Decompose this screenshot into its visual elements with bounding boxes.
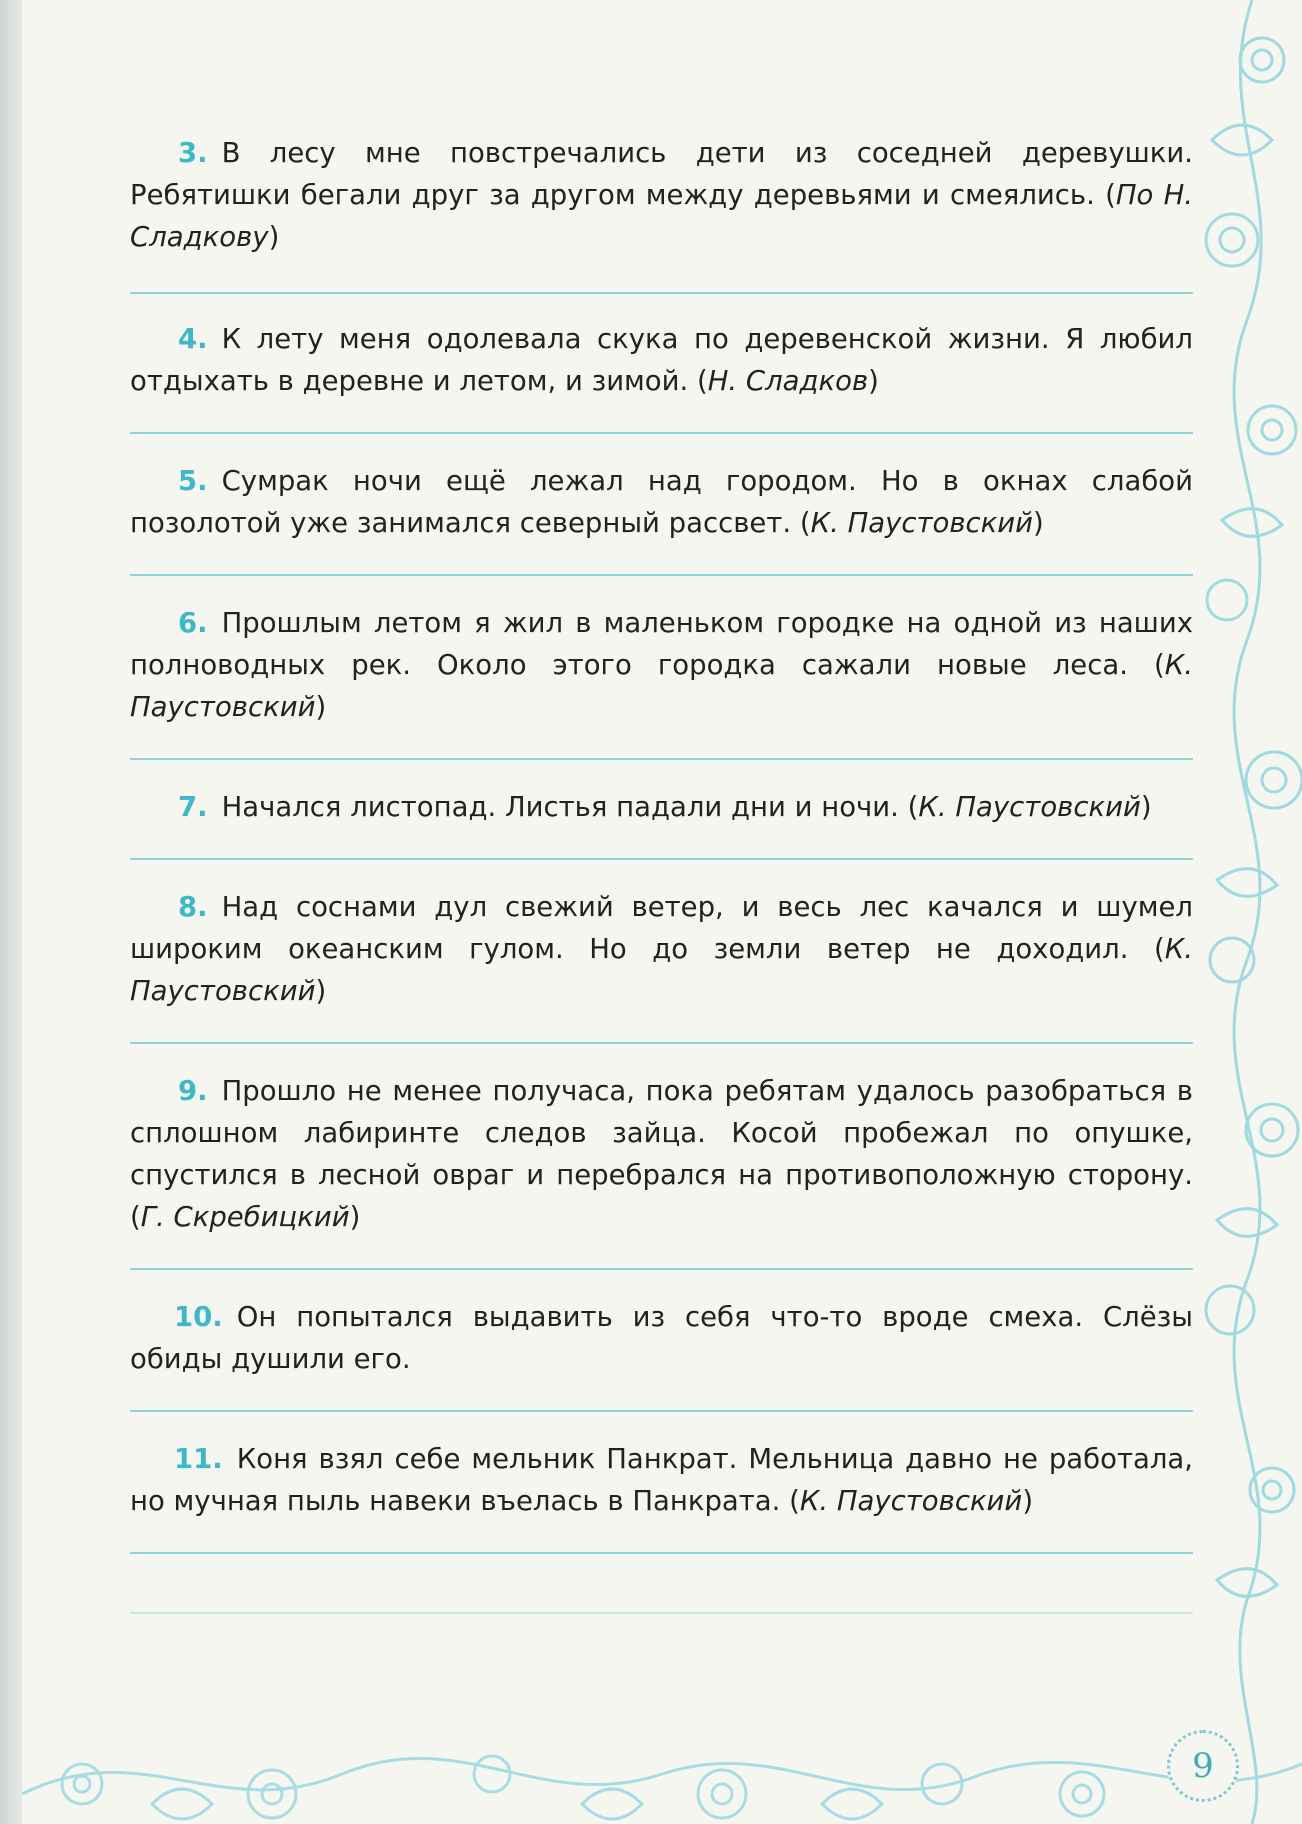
workbook-page: [22, 0, 1302, 1824]
answer-line[interactable]: [130, 1552, 1193, 1554]
exercise-author: По Н. Сладкову: [130, 179, 1193, 253]
exercise-author: К. Паустовский: [918, 791, 1141, 823]
page-gutter: [0, 0, 22, 1824]
answer-line[interactable]: [130, 1410, 1193, 1412]
exercise-text: Прошлым летом я жил в маленьком городке на одной из наших полноводных рек. Около этого городка сажали новые леса. (: [130, 607, 1193, 681]
exercise-number: 11.: [174, 1443, 223, 1475]
exercise-text: В лесу мне повстречались дети из соседней деревушки. Ребятишки бегали друг за другом между деревьями и смеялись. (: [130, 137, 1193, 211]
exercise-author: К. Паустовский: [130, 649, 1193, 723]
exercise-number: 4.: [178, 323, 208, 355]
exercise-author: К. Паустовский: [799, 1485, 1023, 1517]
exercise-7: 7. Начался листопад. Листья падали дни и ночи. (К. Паустовский): [130, 786, 1193, 860]
floral-ornament-border: [1192, 0, 1302, 1824]
page-number: 9: [1167, 1730, 1239, 1802]
exercise-3: 3. В лесу мне повстречались дети из соседней деревушки. Ребятишки бегали друг за другом между деревьями и смеялись. (По Н. Сладкову): [130, 132, 1193, 294]
exercise-author: Г. Скребицкий: [140, 1201, 350, 1233]
exercise-number: 10.: [174, 1301, 223, 1333]
exercise-text: Сумрак ночи ещё лежал над городом. Но в окнах слабой позолотой уже занимался северный рассвет. (: [130, 465, 1193, 539]
answer-line[interactable]: [130, 432, 1193, 434]
exercise-number: 8.: [178, 891, 208, 923]
exercise-number: 7.: [178, 791, 208, 823]
answer-line[interactable]: [130, 758, 1193, 760]
exercise-8: 8. Над соснами дул свежий ветер, и весь лес качался и шумел широким океанским гулом. Но до земли ветер не доходил. (К. Паустовский): [130, 886, 1193, 1044]
exercise-author: К. Паустовский: [130, 933, 1193, 1007]
exercise-9: 9. Прошло не менее получаса, пока ребятам удалось разобраться в сплошном лабиринте следов зайца. Косой пробежал по опушке, спустился в лесной овраг и перебрался на противоположную сторону. (Г. Скребицкий): [130, 1070, 1193, 1270]
answer-line[interactable]: [130, 292, 1193, 294]
exercise-author: К. Паустовский: [810, 507, 1034, 539]
answer-line[interactable]: [130, 1042, 1193, 1044]
exercise-number: 5.: [178, 465, 208, 497]
answer-line[interactable]: [130, 574, 1193, 576]
answer-line[interactable]: [130, 1268, 1193, 1270]
exercise-5: 5. Сумрак ночи ещё лежал над городом. Но в окнах слабой позолотой уже занимался северный рассвет. (К. Паустовский): [130, 460, 1193, 576]
exercise-text: К лету меня одолевала скука по деревенской жизни. Я любил отдыхать в деревне и летом, и зимой. (: [130, 323, 1193, 397]
exercise-11: 11. Коня взял себе мельник Панкрат. Мельница давно не работала, но мучная пыль навеки въелась в Панкрата. (К. Паустовский): [130, 1438, 1193, 1614]
answer-line[interactable]: [130, 1612, 1193, 1614]
exercise-text: Начался листопад. Листья падали дни и ночи. (: [221, 791, 919, 823]
exercise-number: 9.: [178, 1075, 208, 1107]
exercise-text: Прошло не менее получаса, пока ребятам удалось разобраться в сплошном лабиринте следов зайца. Косой пробежал по опушке, спустился в лесной овраг и перебрался на противоположную сторону. (: [130, 1075, 1193, 1233]
answer-line[interactable]: [130, 858, 1193, 860]
exercise-author: Н. Сладков: [707, 365, 869, 397]
exercise-10: [130, 1296, 1193, 1412]
exercise-4: 4. К лету меня одолевала скука по деревенской жизни. Я любил отдыхать в деревне и летом, и зимой. (Н. Сладков): [130, 318, 1193, 434]
exercise-text: Над соснами дул свежий ветер, и весь лес качался и шумел широким океанским гулом. Но до земли ветер не доходил. (: [130, 891, 1193, 965]
bottom-ornament-border: [22, 1674, 1302, 1824]
exercise-text: Коня взял себе мельник Панкрат. Мельница давно не работала, но мучная пыль навеки въелась в Панкрата. (: [130, 1443, 1193, 1517]
exercise-number: 3.: [178, 137, 208, 169]
exercise-text: Он попытался выдавить из себя что-то вроде смеха. Слёзы обиды душили его.: [130, 1301, 1193, 1375]
exercise-number: 6.: [178, 607, 208, 639]
exercise-6: 6. Прошлым летом я жил в маленьком городке на одной из наших полноводных рек. Около этого городка сажали новые леса. (К. Паустовский): [130, 602, 1193, 760]
exercise-list: [130, 132, 1193, 1614]
